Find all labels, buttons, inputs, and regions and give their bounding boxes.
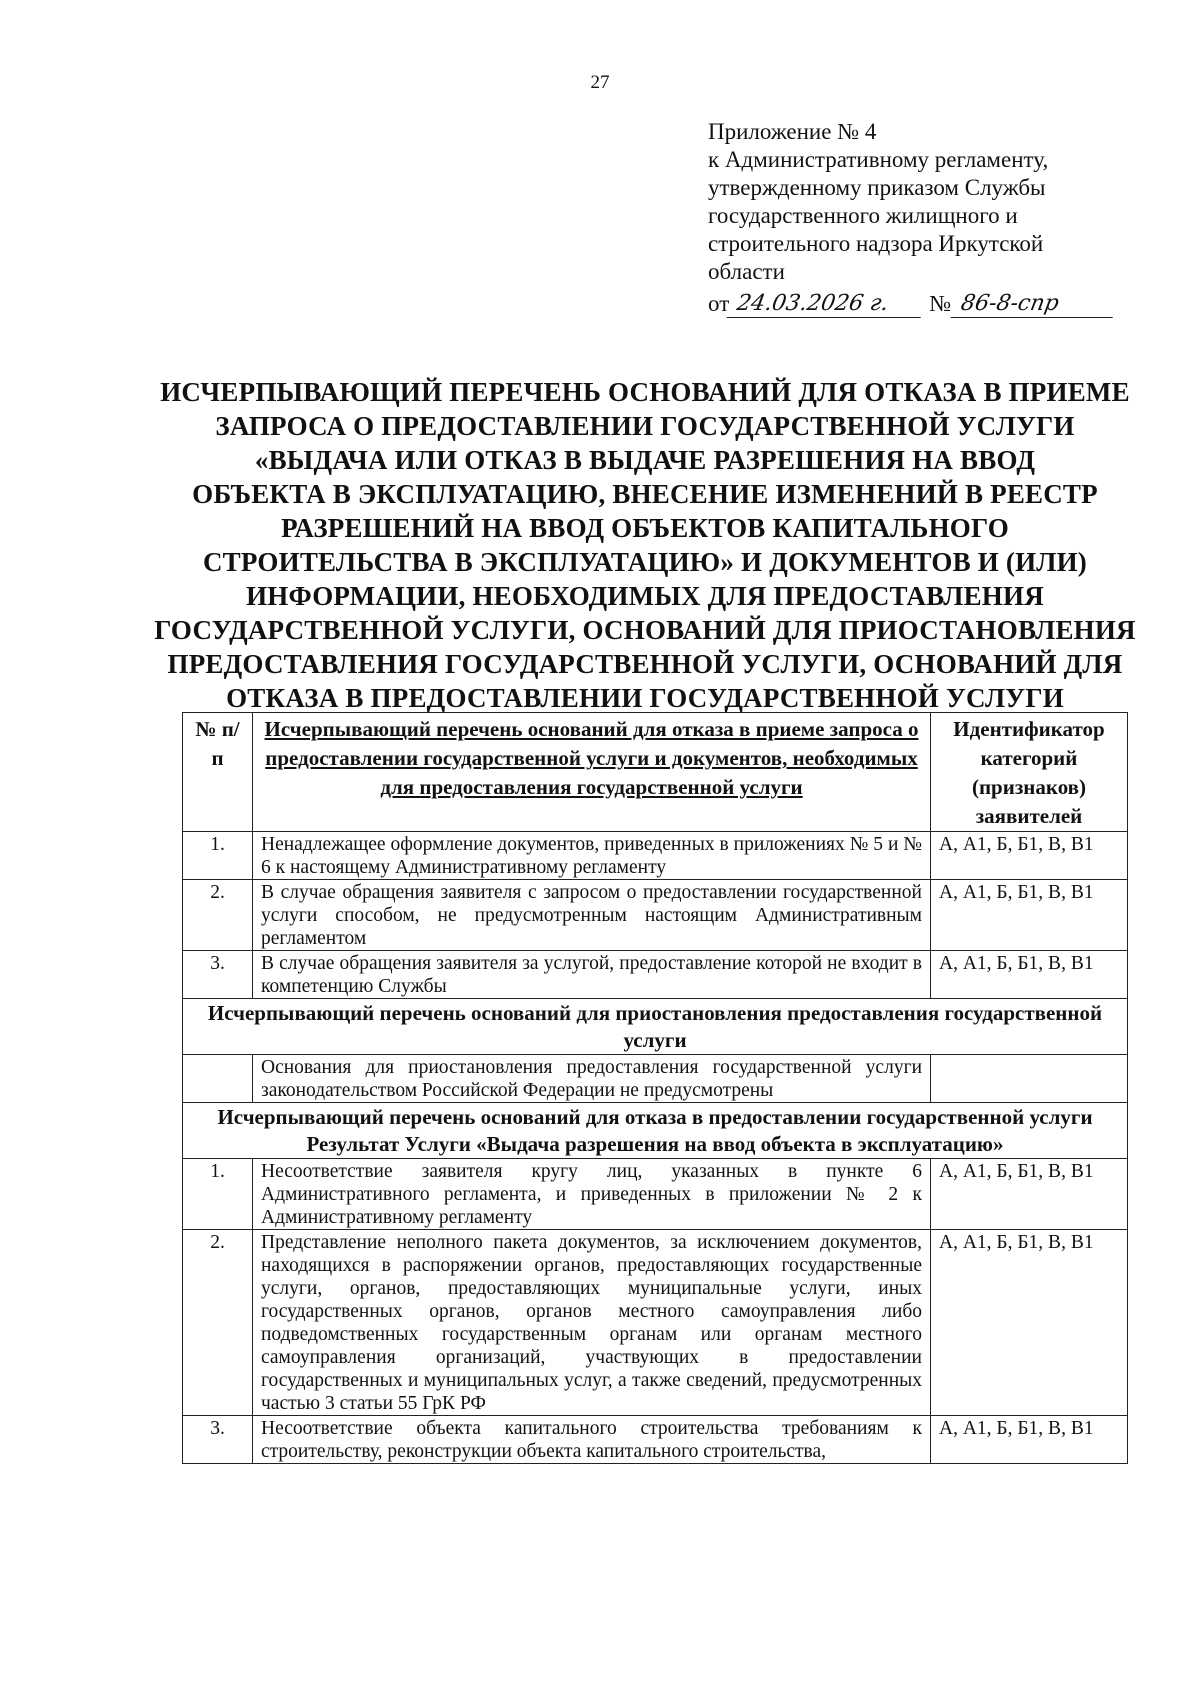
title-line: ЗАПРОСА О ПРЕДОСТАВЛЕНИИ ГОСУДАРСТВЕННОЙ УСЛУГИ xyxy=(215,411,1075,441)
handwritten-date: 24.03.2026 г. xyxy=(727,291,926,318)
table-row xyxy=(183,880,1128,951)
row-number: 1. xyxy=(183,832,253,880)
table-row xyxy=(183,1230,1128,1416)
row-applicant-id: А, А1, Б, Б1, В, В1 xyxy=(931,1230,1128,1416)
table-row xyxy=(183,1416,1128,1464)
title-line: ГОСУДАРСТВЕННОЙ УСЛУГИ, ОСНОВАНИЙ ДЛЯ ПРИОСТАНОВЛЕНИЯ xyxy=(154,615,1136,645)
appendix-line: государственного жилищного и xyxy=(708,203,1018,228)
row-number: 2. xyxy=(183,1230,253,1416)
row-text: Несоответствие заявителя кругу лиц, указанных в пункте 6 Административного регламента, и приведенных в приложении № 2 к Административному регламенту xyxy=(253,1159,931,1230)
table-row xyxy=(183,951,1128,999)
row-text: Ненадлежащее оформление документов, приведенных в приложениях № 5 и № 6 к настоящему Административному регламенту xyxy=(253,832,931,880)
grounds-table xyxy=(182,712,1128,1464)
page-number: 27 xyxy=(590,72,610,93)
row-applicant-id xyxy=(931,1055,1128,1103)
row-applicant-id: А, А1, Б, Б1, В, В1 xyxy=(931,1416,1128,1464)
section-refusal-heading xyxy=(183,1103,1128,1159)
row-number: 3. xyxy=(183,951,253,999)
section-subtitle-refusal: Результат Услуги «Выдача разрешения на ввод объекта в эксплуатацию» xyxy=(306,1132,1004,1156)
title-line: ОТКАЗА В ПРЕДОСТАВЛЕНИИ ГОСУДАРСТВЕННОЙ УСЛУГИ xyxy=(226,683,1064,713)
appendix-line: строительного надзора Иркутской xyxy=(708,231,1044,256)
row-text: Несоответствие объекта капитального строительства требованиям к строительству, реконструкции объекта капитального строительства, xyxy=(253,1416,931,1464)
section-row-refusal xyxy=(183,1103,1128,1159)
appendix-line: Приложение № 4 xyxy=(708,119,877,144)
header-applicant-id: Идентификатор категорий (признаков) заявителей xyxy=(931,713,1128,832)
title-line: ПРЕДОСТАВЛЕНИЯ ГОСУДАРСТВЕННОЙ УСЛУГИ, ОСНОВАНИЙ ДЛЯ xyxy=(167,649,1123,679)
table-header-row xyxy=(183,713,1128,832)
section-title-refusal: Исчерпывающий перечень оснований для отказа в предоставлении государственной услуги xyxy=(217,1105,1093,1129)
appendix-line: области xyxy=(708,259,785,284)
document-title xyxy=(140,375,1150,715)
row-number xyxy=(183,1055,253,1103)
row-applicant-id: А, А1, Б, Б1, В, В1 xyxy=(931,951,1128,999)
row-number: 3. xyxy=(183,1416,253,1464)
row-applicant-id: А, А1, Б, Б1, В, В1 xyxy=(931,1159,1128,1230)
row-text: В случае обращения заявителя за услугой, предоставление которой не входит в компетенцию Службы xyxy=(253,951,931,999)
row-applicant-id: А, А1, Б, Б1, В, В1 xyxy=(931,832,1128,880)
row-number: 2. xyxy=(183,880,253,951)
appendix-line: утвержденному приказом Службы xyxy=(708,175,1046,200)
row-text: В случае обращения заявителя с запросом о предоставлении государственной услуги способом, не предусмотренным настоящим Административным регламентом xyxy=(253,880,931,951)
order-date-number-line xyxy=(708,286,1148,318)
section-row-suspension xyxy=(183,999,1128,1055)
title-line: ИСЧЕРПЫВАЮЩИЙ ПЕРЕЧЕНЬ ОСНОВАНИЙ ДЛЯ ОТКАЗА В ПРИЕМЕ xyxy=(160,377,1130,407)
handwritten-order-number: 86-8-спр xyxy=(951,291,1118,318)
table-row xyxy=(183,1055,1128,1103)
title-line: ИНФОРМАЦИИ, НЕОБХОДИМЫХ ДЛЯ ПРЕДОСТАВЛЕНИЯ xyxy=(246,581,1044,611)
appendix-block xyxy=(708,118,1148,318)
section-title-suspension: Исчерпывающий перечень оснований для приостановления предоставления государственной услуги xyxy=(183,999,1128,1055)
row-applicant-id: А, А1, Б, Б1, В, В1 xyxy=(931,880,1128,951)
title-line: РАЗРЕШЕНИЙ НА ВВОД ОБЪЕКТОВ КАПИТАЛЬНОГО xyxy=(281,513,1009,543)
header-grounds xyxy=(253,713,931,832)
header-grounds-text: Исчерпывающий перечень оснований для отказа в приеме запроса о предоставлении государственной услуги и документов, необходимых для предоставления государственной услуги xyxy=(264,717,919,799)
header-number: № п/п xyxy=(183,713,253,832)
number-label: № xyxy=(929,291,952,316)
title-line: СТРОИТЕЛЬСТВА В ЭКСПЛУАТАЦИЮ» И ДОКУМЕНТОВ И (ИЛИ) xyxy=(202,547,1087,577)
row-number: 1. xyxy=(183,1159,253,1230)
title-line: «ВЫДАЧА ИЛИ ОТКАЗ В ВЫДАЧЕ РАЗРЕШЕНИЯ НА ВВОД xyxy=(254,445,1036,475)
table-row xyxy=(183,832,1128,880)
appendix-line: к Административному регламенту, xyxy=(708,147,1049,172)
table-row xyxy=(183,1159,1128,1230)
date-prefix: от xyxy=(708,291,730,316)
title-line: ОБЪЕКТА В ЭКСПЛУАТАЦИЮ, ВНЕСЕНИЕ ИЗМЕНЕНИЙ В РЕЕСТР xyxy=(192,479,1098,509)
row-text: Представление неполного пакета документов, за исключением документов, находящихся в распоряжении органов, предоставляющих государственные услуги, органов, предоставляющих муниципальные услуги, иных государственных органов, органов местного самоуправления либо подведомственных государственным органам или органам местного самоуправления организаций, участвующих в предоставлении государственных и муниципальных услуг, а также сведений, предусмотренных частью 3 статьи 55 ГрК РФ xyxy=(253,1230,931,1416)
row-text: Основания для приостановления предоставления государственной услуги законодательством Российской Федерации не предусмотрены xyxy=(253,1055,931,1103)
